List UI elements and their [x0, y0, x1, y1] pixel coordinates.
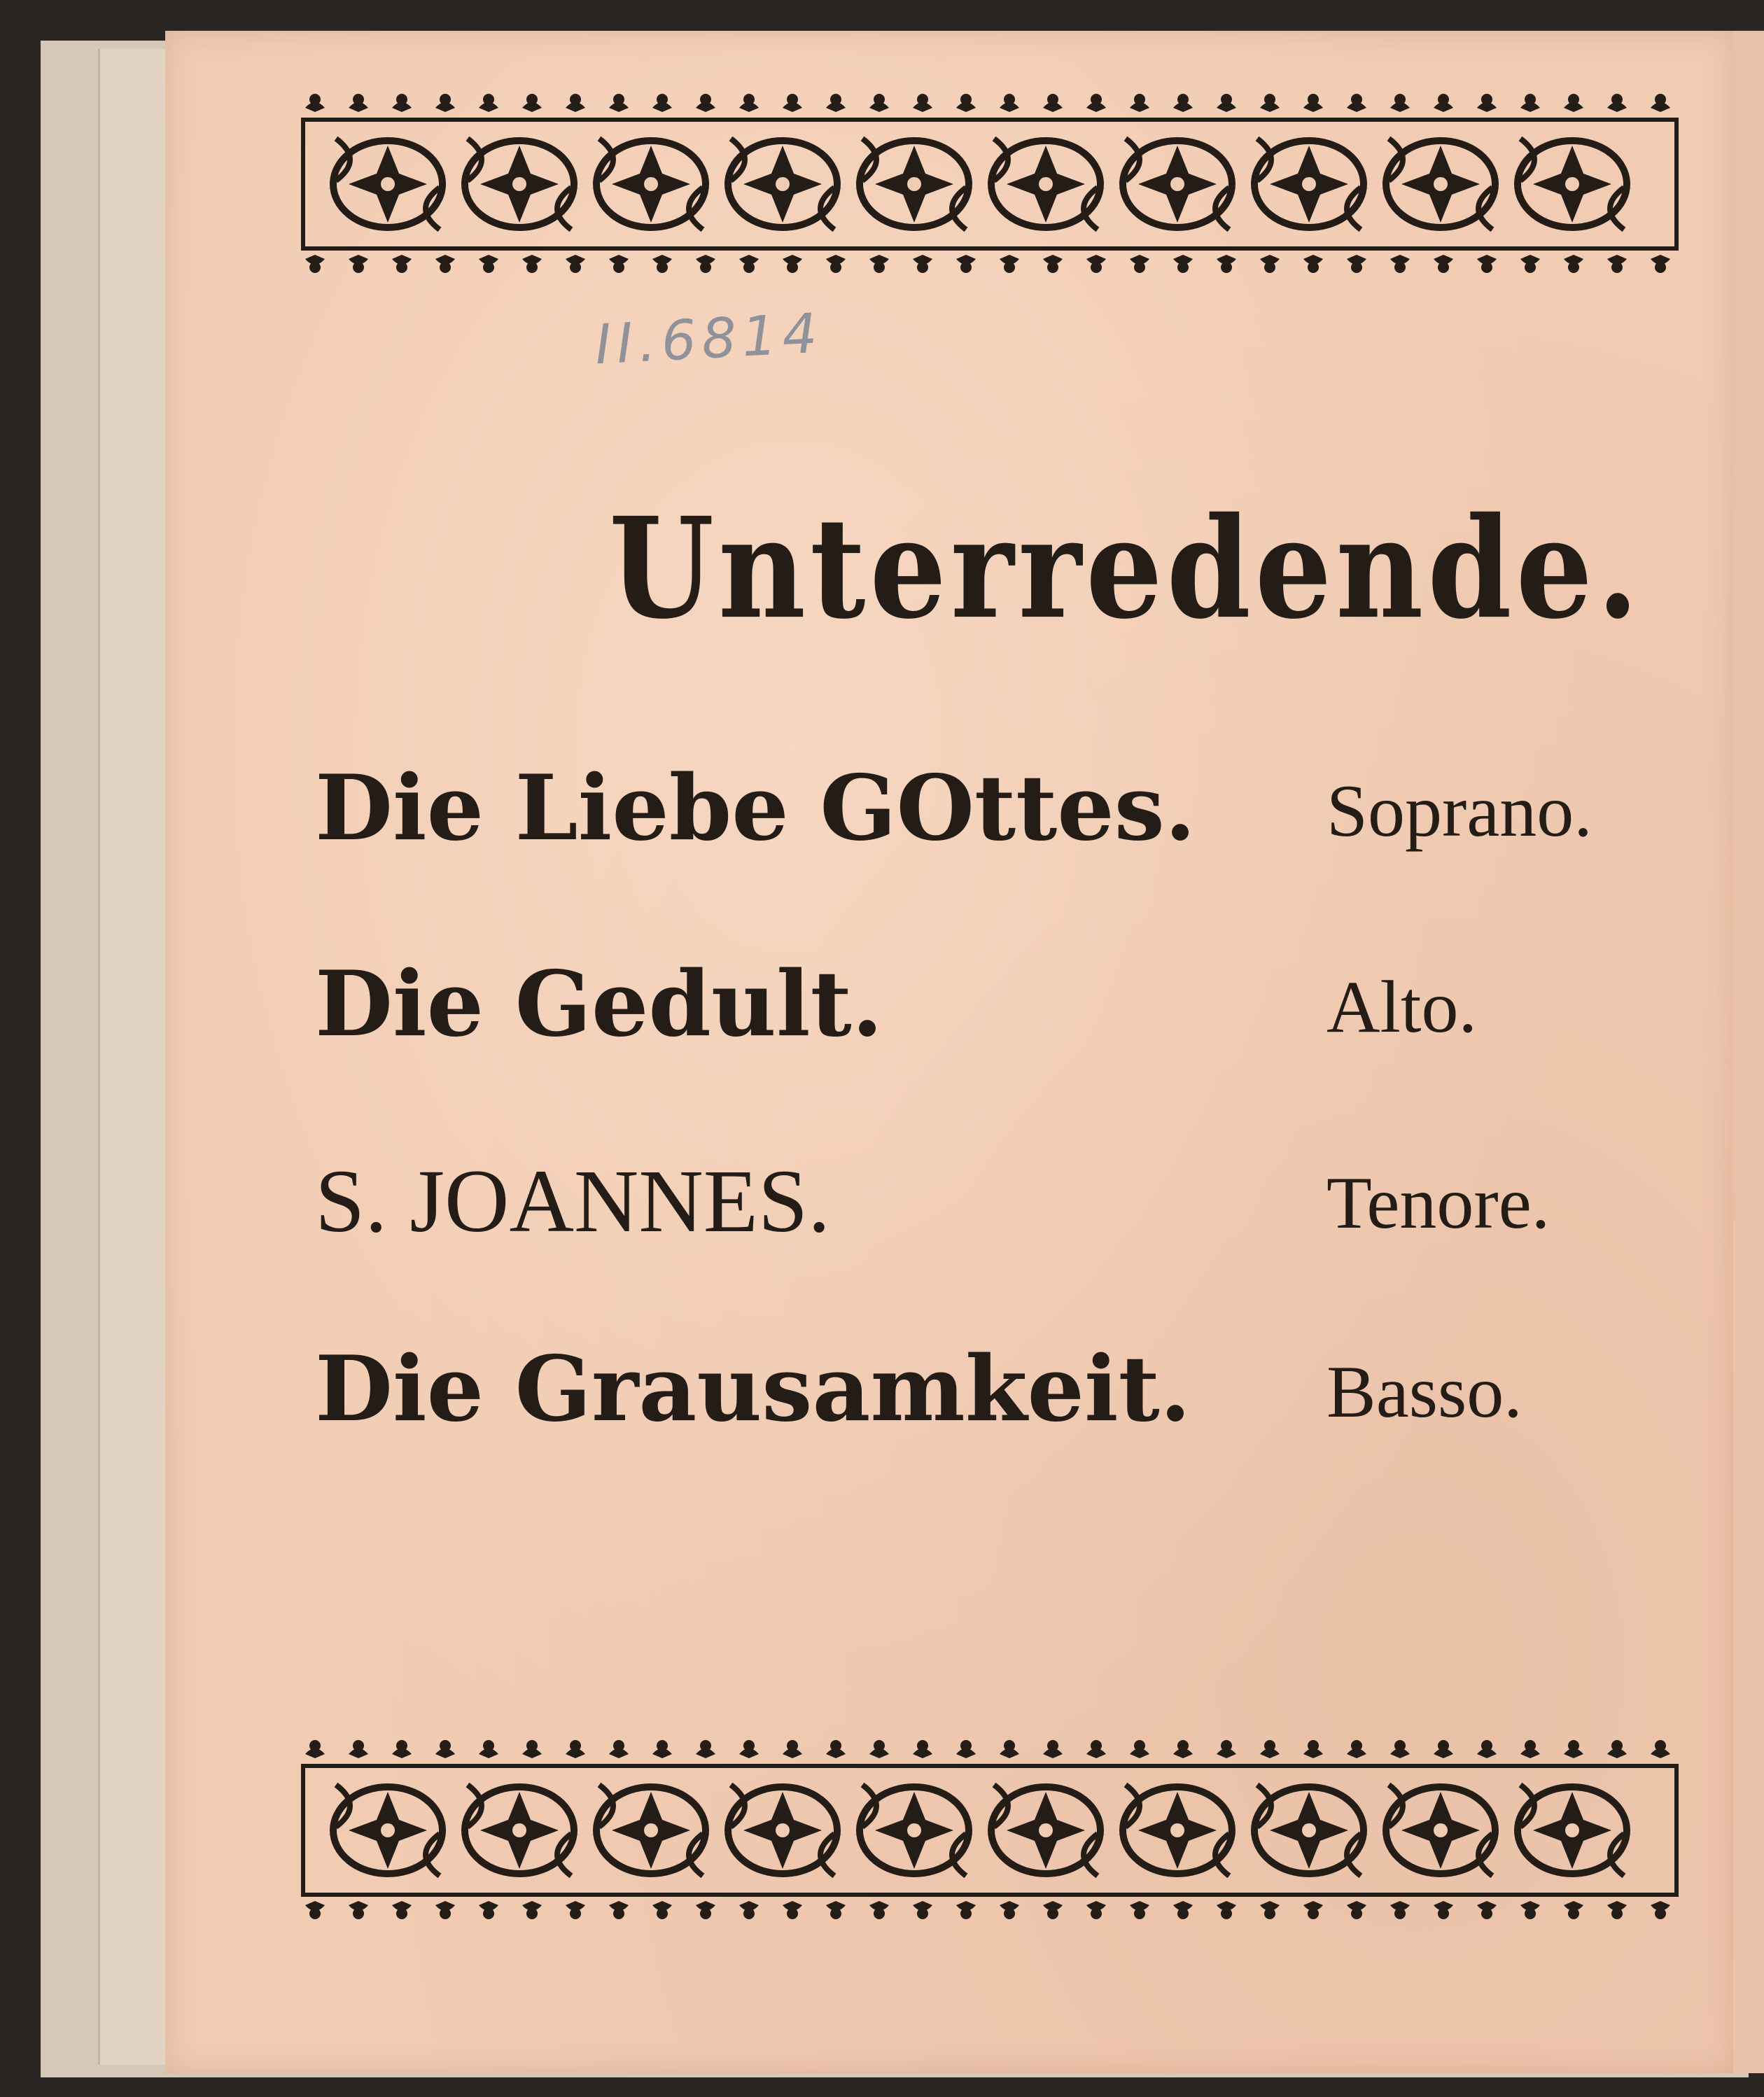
role-name: Die Grausamkeit. [315, 1337, 1191, 1442]
page-heading: Unterredende. [609, 486, 1643, 650]
top-ornament-border [301, 90, 1679, 279]
voice-part: Soprano. [1326, 770, 1592, 852]
library-shelfmark: II.6814 [593, 302, 825, 377]
voice-part: Tenore. [1326, 1162, 1550, 1244]
role-name: S. JOANNES. [315, 1151, 831, 1251]
voice-part: Alto. [1326, 966, 1477, 1048]
cast-entry [315, 1316, 1687, 1442]
voice-part: Basso. [1326, 1351, 1522, 1433]
cast-entry [315, 931, 1687, 1057]
role-name: Die Gedult. [315, 952, 883, 1057]
cast-entry [315, 735, 1687, 861]
cast-entry [315, 1127, 1687, 1253]
role-name: Die Liebe GOttes. [315, 756, 1196, 861]
bottom-ornament-border [301, 1736, 1679, 1925]
